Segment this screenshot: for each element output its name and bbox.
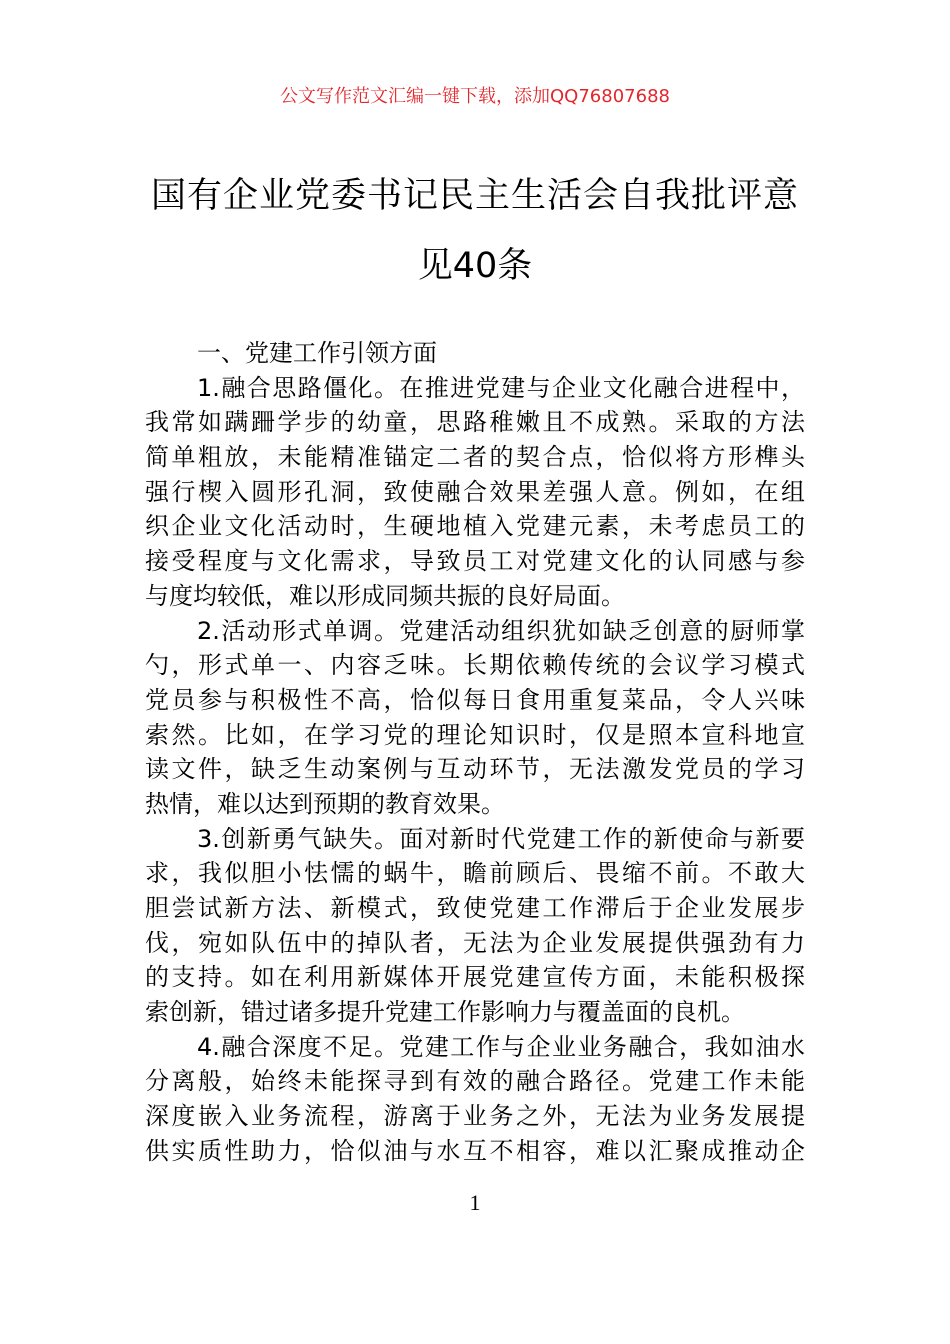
document-title-line-2: 见40条: [417, 246, 533, 286]
paragraph-line: 织企业文化活动时，生硬地植入党建元素，未考虑员工的: [145, 512, 805, 541]
paragraph-line: 1.融合思路僵化。在推进党建与企业文化融合进程中，: [197, 373, 805, 402]
paragraph: [145, 614, 805, 822]
paragraph-line: 接受程度与文化需求，导致员工对党建文化的认同感与参: [145, 547, 805, 576]
paragraph-line: 求，我似胆小怯懦的蜗牛，瞻前顾后、畏缩不前。不敢大: [145, 859, 805, 888]
paragraph-line: 2.活动形式单调。党建活动组织犹如缺乏创意的厨师掌: [197, 616, 805, 645]
paragraph-line: 供实质性助力，恰似油与水互不相容，难以汇聚成推动企: [145, 1136, 805, 1165]
paragraph: [145, 1030, 805, 1169]
page-number: 1: [469, 1190, 481, 1215]
paragraph-line: 我常如蹒跚学步的幼童，思路稚嫩且不成熟。采取的方法: [145, 408, 805, 437]
paragraph-line: 索创新，错过诸多提升党建工作影响力与覆盖面的良机。: [145, 998, 745, 1027]
paragraph-line: 读文件，缺乏生动案例与互动环节，无法激发党员的学习: [145, 755, 805, 784]
paragraph: [145, 822, 805, 1030]
paragraph: [145, 371, 805, 614]
document-body: [145, 336, 805, 1169]
paragraph-line: 简单粗放，未能精准锚定二者的契合点，恰似将方形榫头: [145, 443, 805, 472]
paragraph-line: 勺，形式单一、内容乏味。长期依赖传统的会议学习模式: [145, 651, 805, 680]
section-heading: 一、党建工作引领方面: [197, 339, 437, 367]
paragraph-line: 胆尝试新方法、新模式，致使党建工作滞后于企业发展步: [145, 894, 805, 922]
paragraph-line: 与度均较低，难以形成同频共振的良好局面。: [145, 581, 625, 610]
paragraph-line: 强行楔入圆形孔洞，致使融合效果差强人意。例如，在组: [145, 477, 805, 506]
paragraph-line: 热情，难以达到预期的教育效果。: [145, 789, 505, 818]
paragraph-line: 党员参与积极性不高，恰似每日食用重复菜品，令人兴味: [145, 685, 805, 714]
paragraph-line: 4.融合深度不足。党建工作与企业业务融合，我如油水: [197, 1032, 805, 1061]
watermark-download-notice: 公文写作范文汇编一键下载，添加QQ76807688: [280, 86, 670, 107]
paragraph-line: 分离般，始终未能探寻到有效的融合路径。党建工作未能: [145, 1067, 805, 1096]
paragraph-line: 深度嵌入业务流程，游离于业务之外，无法为业务发展提: [145, 1102, 805, 1131]
paragraph-line: 的支持。如在利用新媒体开展党建宣传方面，未能积极探: [145, 963, 805, 992]
paragraph-line: 3.创新勇气缺失。面对新时代党建工作的新使命与新要: [197, 824, 805, 853]
paragraph-line: 伐，宛如队伍中的掉队者，无法为企业发展提供强劲有力: [145, 928, 805, 957]
document-title-line-1: 国有企业党委书记民主生活会自我批评意: [150, 176, 799, 216]
paragraph-line: 索然。比如，在学习党的理论知识时，仅是照本宣科地宣: [145, 720, 805, 749]
